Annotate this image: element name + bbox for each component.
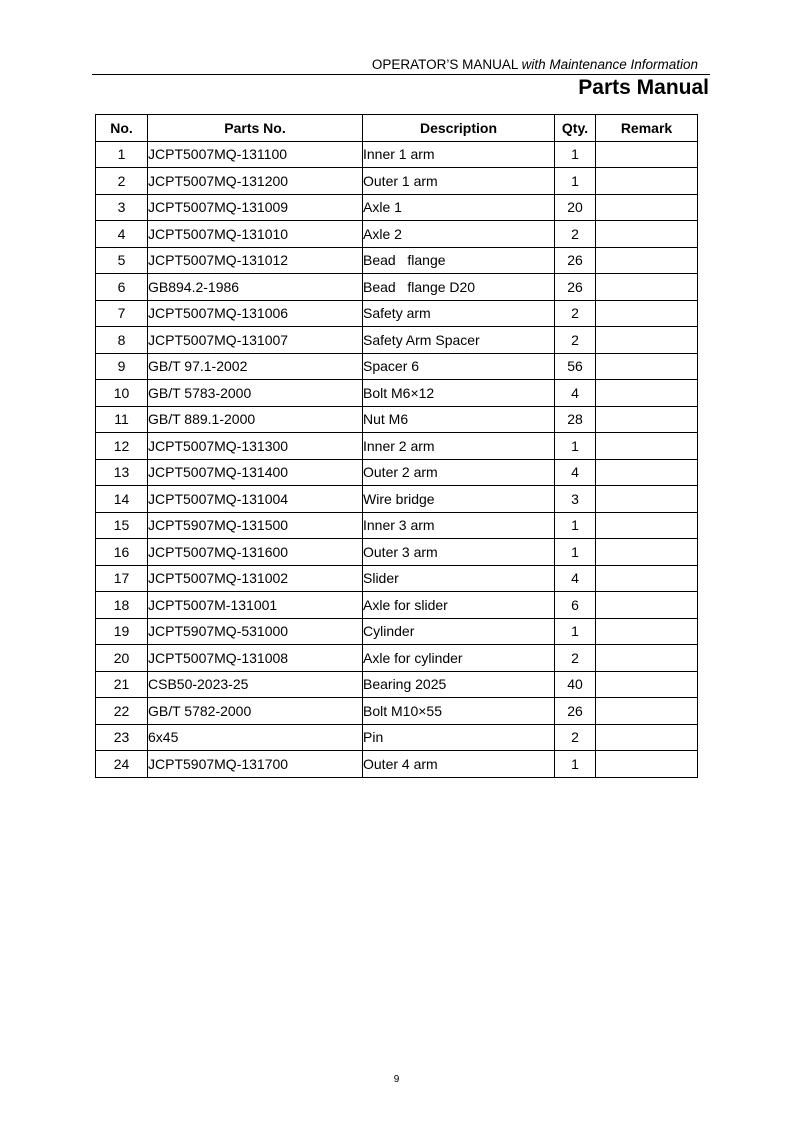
page-number: 9: [393, 1074, 400, 1085]
table-row: [96, 459, 698, 486]
cell-parts-no: JCPT5907MQ-131700: [148, 751, 363, 778]
cell-remark: [596, 539, 698, 566]
cell-description: Spacer 6: [363, 353, 555, 380]
cell-description: Safety arm: [363, 300, 555, 327]
cell-parts-no: JCPT5007M-131001: [148, 592, 363, 619]
page-title: Parts Manual: [578, 76, 709, 99]
cell-qty: 26: [555, 247, 596, 274]
cell-parts-no: JCPT5007MQ-131300: [148, 433, 363, 460]
cell-description: Inner 2 arm: [363, 433, 555, 460]
table-header-row: [96, 115, 698, 142]
cell-parts-no: JCPT5907MQ-531000: [148, 618, 363, 645]
cell-parts-no: GB/T 889.1-2000: [148, 406, 363, 433]
cell-remark: [596, 194, 698, 221]
cell-parts-no: JCPT5007MQ-131600: [148, 539, 363, 566]
cell-no: 17: [96, 565, 148, 592]
cell-remark: [596, 168, 698, 195]
cell-description: Bearing 2025: [363, 671, 555, 698]
cell-no: 2: [96, 168, 148, 195]
cell-remark: [596, 406, 698, 433]
cell-remark: [596, 353, 698, 380]
cell-qty: 20: [555, 194, 596, 221]
cell-remark: [596, 698, 698, 725]
table-row: [96, 486, 698, 513]
cell-remark: [596, 380, 698, 407]
cell-qty: 1: [555, 512, 596, 539]
table-row: [96, 221, 698, 248]
table-row: [96, 327, 698, 354]
cell-no: 12: [96, 433, 148, 460]
cell-description: Outer 2 arm: [363, 459, 555, 486]
cell-no: 8: [96, 327, 148, 354]
cell-parts-no: GB/T 5783-2000: [148, 380, 363, 407]
cell-description: Cylinder: [363, 618, 555, 645]
cell-qty: 1: [555, 141, 596, 168]
cell-remark: [596, 512, 698, 539]
cell-remark: [596, 751, 698, 778]
cell-no: 22: [96, 698, 148, 725]
cell-qty: 1: [555, 168, 596, 195]
cell-parts-no: JCPT5907MQ-131500: [148, 512, 363, 539]
cell-no: 3: [96, 194, 148, 221]
cell-description: Axle for cylinder: [363, 645, 555, 672]
cell-qty: 40: [555, 671, 596, 698]
cell-no: 13: [96, 459, 148, 486]
cell-description: Bolt M6×12: [363, 380, 555, 407]
parts-table: [95, 114, 698, 778]
cell-parts-no: JCPT5007MQ-131006: [148, 300, 363, 327]
cell-description: Bead flange D20: [363, 274, 555, 301]
cell-remark: [596, 645, 698, 672]
cell-parts-no: CSB50-2023-25: [148, 671, 363, 698]
cell-no: 14: [96, 486, 148, 513]
cell-qty: 4: [555, 565, 596, 592]
column-header-qty: Qty.: [555, 115, 596, 142]
cell-qty: 2: [555, 300, 596, 327]
cell-qty: 4: [555, 380, 596, 407]
column-header-parts-no: Parts No.: [148, 115, 363, 142]
cell-no: 21: [96, 671, 148, 698]
cell-description: Axle 1: [363, 194, 555, 221]
cell-remark: [596, 300, 698, 327]
table-row: [96, 300, 698, 327]
cell-description: Safety Arm Spacer: [363, 327, 555, 354]
cell-description: Outer 1 arm: [363, 168, 555, 195]
cell-remark: [596, 618, 698, 645]
table-row: [96, 618, 698, 645]
table-row: [96, 353, 698, 380]
cell-qty: 4: [555, 459, 596, 486]
cell-description: Inner 1 arm: [363, 141, 555, 168]
cell-remark: [596, 565, 698, 592]
cell-qty: 1: [555, 433, 596, 460]
cell-no: 16: [96, 539, 148, 566]
table-row: [96, 380, 698, 407]
manual-subtitle: with Maintenance Information: [521, 57, 698, 72]
cell-parts-no: GB/T 5782-2000: [148, 698, 363, 725]
cell-description: Axle 2: [363, 221, 555, 248]
table-row: [96, 512, 698, 539]
cell-qty: 3: [555, 486, 596, 513]
table-row: [96, 168, 698, 195]
table-row: [96, 724, 698, 751]
cell-remark: [596, 433, 698, 460]
column-header-no: No.: [96, 115, 148, 142]
cell-parts-no: JCPT5007MQ-131007: [148, 327, 363, 354]
cell-remark: [596, 724, 698, 751]
cell-no: 5: [96, 247, 148, 274]
cell-qty: 26: [555, 274, 596, 301]
cell-no: 7: [96, 300, 148, 327]
cell-remark: [596, 274, 698, 301]
cell-qty: 56: [555, 353, 596, 380]
cell-qty: 1: [555, 751, 596, 778]
cell-description: Inner 3 arm: [363, 512, 555, 539]
cell-parts-no: JCPT5007MQ-131008: [148, 645, 363, 672]
cell-parts-no: JCPT5007MQ-131010: [148, 221, 363, 248]
table-row: [96, 247, 698, 274]
cell-qty: 2: [555, 327, 596, 354]
cell-no: 15: [96, 512, 148, 539]
cell-parts-no: JCPT5007MQ-131004: [148, 486, 363, 513]
manual-title: OPERATOR’S MANUAL: [371, 57, 518, 72]
table-row: [96, 671, 698, 698]
cell-no: 10: [96, 380, 148, 407]
cell-qty: 2: [555, 645, 596, 672]
cell-description: Axle for slider: [363, 592, 555, 619]
cell-qty: 6: [555, 592, 596, 619]
table-row: [96, 141, 698, 168]
table-row: [96, 592, 698, 619]
cell-no: 1: [96, 141, 148, 168]
table-row: [96, 194, 698, 221]
column-header-description: Description: [363, 115, 555, 142]
cell-no: 19: [96, 618, 148, 645]
cell-parts-no: GB/T 97.1-2002: [148, 353, 363, 380]
cell-parts-no: JCPT5007MQ-131100: [148, 141, 363, 168]
cell-qty: 2: [555, 221, 596, 248]
table-row: [96, 645, 698, 672]
cell-qty: 26: [555, 698, 596, 725]
cell-description: Wire bridge: [363, 486, 555, 513]
cell-no: 6: [96, 274, 148, 301]
cell-remark: [596, 327, 698, 354]
cell-description: Outer 4 arm: [363, 751, 555, 778]
cell-remark: [596, 486, 698, 513]
cell-no: 20: [96, 645, 148, 672]
cell-no: 4: [96, 221, 148, 248]
cell-no: 24: [96, 751, 148, 778]
table-row: [96, 406, 698, 433]
cell-no: 11: [96, 406, 148, 433]
column-header-remark: Remark: [596, 115, 698, 142]
cell-qty: 28: [555, 406, 596, 433]
cell-parts-no: JCPT5007MQ-131002: [148, 565, 363, 592]
cell-description: Outer 3 arm: [363, 539, 555, 566]
cell-no: 18: [96, 592, 148, 619]
cell-description: Bolt M10×55: [363, 698, 555, 725]
table-row: [96, 751, 698, 778]
table-row: [96, 274, 698, 301]
cell-parts-no: 6x45: [148, 724, 363, 751]
cell-parts-no: GB894.2-1986: [148, 274, 363, 301]
cell-description: Pin: [363, 724, 555, 751]
cell-remark: [596, 221, 698, 248]
cell-qty: 2: [555, 724, 596, 751]
cell-description: Slider: [363, 565, 555, 592]
cell-description: Nut M6: [363, 406, 555, 433]
cell-description: Bead flange: [363, 247, 555, 274]
cell-remark: [596, 141, 698, 168]
table-row: [96, 698, 698, 725]
table-row: [96, 433, 698, 460]
running-header: [372, 57, 698, 72]
table-row: [96, 539, 698, 566]
cell-parts-no: JCPT5007MQ-131400: [148, 459, 363, 486]
cell-no: 23: [96, 724, 148, 751]
cell-remark: [596, 247, 698, 274]
header-rule: [92, 74, 710, 75]
cell-parts-no: JCPT5007MQ-131009: [148, 194, 363, 221]
cell-parts-no: JCPT5007MQ-131012: [148, 247, 363, 274]
cell-no: 9: [96, 353, 148, 380]
table-row: [96, 565, 698, 592]
cell-qty: 1: [555, 618, 596, 645]
parts-table-body: [96, 141, 698, 777]
cell-parts-no: JCPT5007MQ-131200: [148, 168, 363, 195]
cell-remark: [596, 592, 698, 619]
cell-remark: [596, 671, 698, 698]
cell-remark: [596, 459, 698, 486]
cell-qty: 1: [555, 539, 596, 566]
